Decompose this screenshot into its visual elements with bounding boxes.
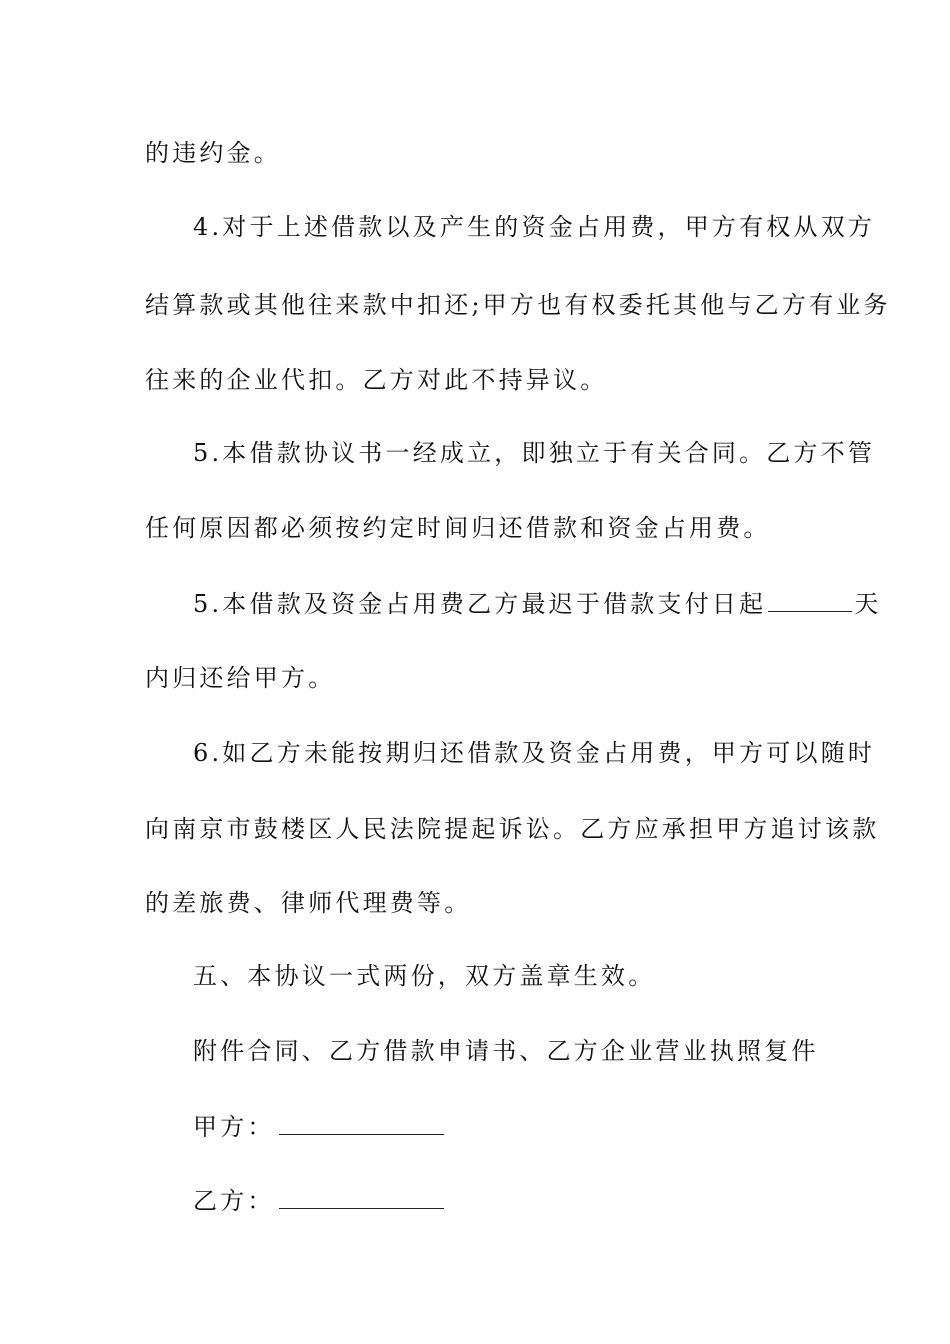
line-text: 五、本协议一式两份，双方盖章生效。 [193, 962, 656, 990]
clause-6-line-3 [145, 886, 810, 920]
line-text: 的违约金。 [145, 139, 281, 167]
line-text: 任何原因都必须按约定时间归还借款和资金占用费。 [145, 514, 771, 542]
party-a-blank[interactable] [279, 1112, 444, 1135]
party-b-signature-line [193, 1184, 810, 1218]
clause-5b-line-2 [145, 661, 810, 695]
line-text: 的差旅费、律师代理费等。 [145, 889, 472, 917]
clause-6-line-1 [193, 736, 876, 770]
line-text: 向南京市鼓楼区人民法院提起诉讼。乙方应承担甲方追讨该款 [145, 815, 880, 843]
section-5-line [193, 959, 810, 993]
line-text: 结算款或其他往来款中扣还;甲方也有权委托其他与乙方有业务 [145, 291, 891, 319]
party-a-signature-line [193, 1110, 810, 1144]
party-b-label: 乙方： [193, 1187, 275, 1215]
line-text: 5.本借款协议书一经成立，即独立于有关合同。乙方不管 [193, 439, 876, 467]
line-text: 天 [854, 590, 882, 618]
line-text: 往来的企业代扣。乙方对此不持异议。 [145, 366, 608, 394]
clause-5a-line-1 [193, 436, 876, 470]
clause-5a-line-2 [145, 511, 810, 545]
party-a-label: 甲方： [193, 1113, 275, 1141]
line-text: 内归还给甲方。 [145, 664, 336, 692]
party-b-blank[interactable] [279, 1186, 444, 1209]
days-blank[interactable] [768, 589, 852, 612]
clause-4-line-1 [193, 210, 876, 244]
clause-6-line-2 [145, 812, 880, 846]
clause-5b-line-1 [193, 587, 882, 621]
clause-4-line-3 [145, 363, 810, 397]
line-text: 4.对于上述借款以及产生的资金占用费，甲方有权从双方 [193, 213, 876, 241]
clause-4-line-2 [145, 288, 891, 322]
line-text: 5.本借款及资金占用费乙方最迟于借款支付日起 [193, 590, 767, 618]
line-text: 6.如乙方未能按期归还借款及资金占用费，甲方可以随时 [193, 739, 876, 767]
attachments-line [193, 1034, 819, 1068]
line-text: 附件合同、乙方借款申请书、乙方企业营业执照复件 [193, 1037, 819, 1065]
text-line [145, 136, 810, 170]
